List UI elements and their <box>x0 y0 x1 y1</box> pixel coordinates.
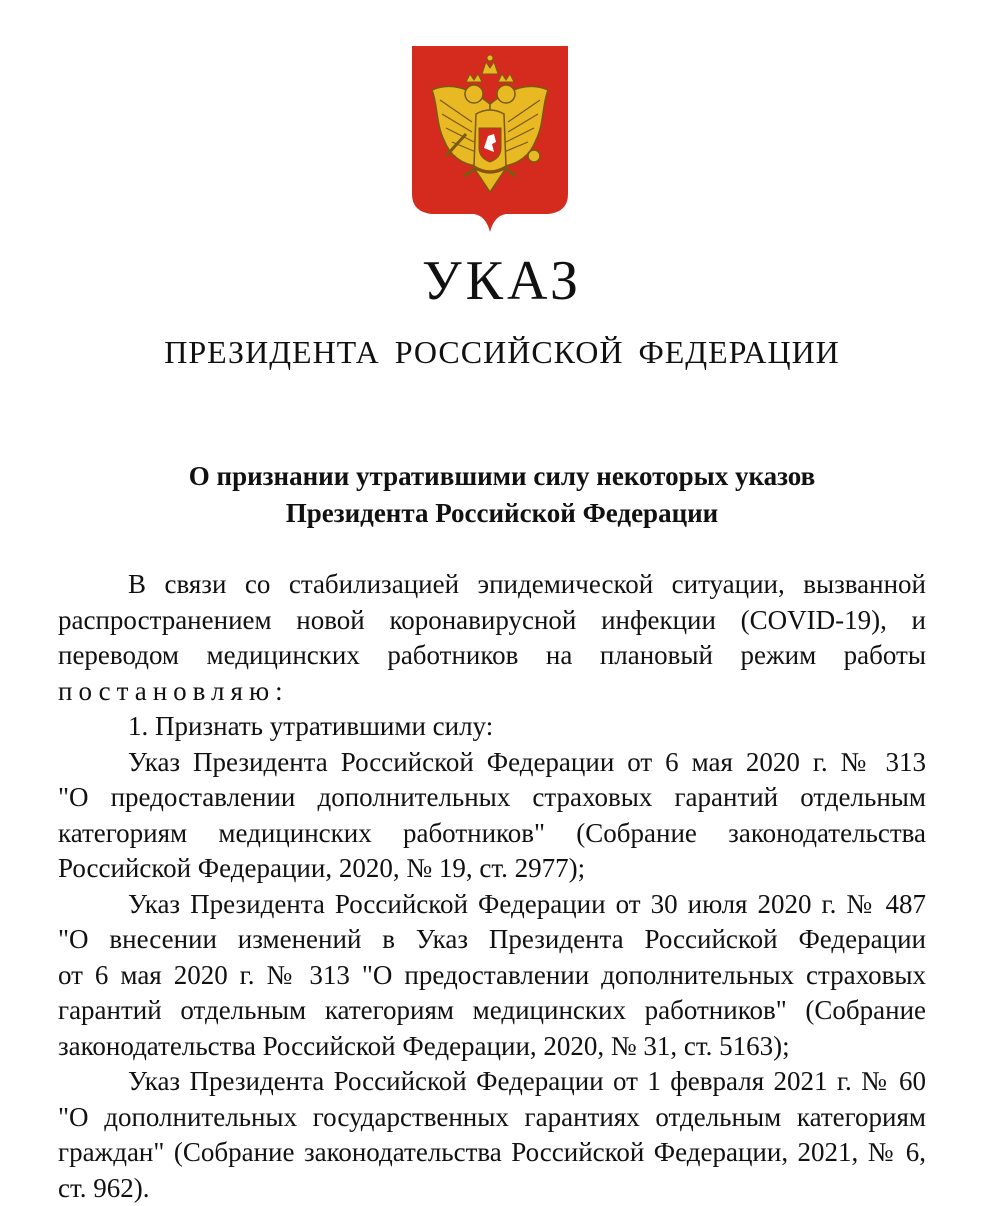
item-line: ст. 962). <box>58 1171 926 1206</box>
repealed-decree-item <box>58 745 926 887</box>
preamble-line: постановляю: <box>58 674 926 710</box>
document-heading <box>0 458 1004 532</box>
item-line: гарантий отдельным категориям медицинских работников" (Собрание <box>58 993 926 1029</box>
item-line: от 6 мая 2020 г. № 313 "О предоставлении дополнительных страховых <box>58 958 926 994</box>
item-line: Указ Президента Российской Федерации от 1 февраля 2021 г. № 60 <box>58 1064 926 1100</box>
item-line: Указ Президента Российской Федерации от 30 июля 2020 г. № 487 <box>58 887 926 923</box>
document-title: УКАЗ <box>0 246 1004 316</box>
coat-of-arms-icon <box>410 44 570 234</box>
repealed-decree-item <box>58 1064 926 1206</box>
heading-line: Президента Российской Федерации <box>0 495 1004 532</box>
preamble-line: переводом медицинских работников на плановый режим работы <box>58 638 926 674</box>
item-line: Указ Президента Российской Федерации от 6 мая 2020 г. № 313 <box>58 745 926 781</box>
preamble-line: В связи со стабилизацией эпидемической ситуации, вызванной <box>58 567 926 603</box>
preamble <box>58 567 926 709</box>
item-line: законодательства Российской Федерации, 2020, № 31, ст. 5163); <box>58 1029 926 1065</box>
item-line: "О предоставлении дополнительных страховых гарантий отдельным <box>58 780 926 816</box>
repealed-decree-item <box>58 887 926 1065</box>
clause-1: 1. Признать утратившими силу: <box>58 709 926 745</box>
item-line: граждан" (Собрание законодательства Российской Федерации, 2021, № 6, <box>58 1135 926 1171</box>
item-line: "О дополнительных государственных гарантиях отдельным категориям <box>58 1100 926 1136</box>
heading-line: О признании утратившими силу некоторых указов <box>0 458 1004 495</box>
preamble-line: распространением новой коронавирусной инфекции (COVID-19), и <box>58 603 926 639</box>
document-subtitle: ПРЕЗИДЕНТА РОССИЙСКОЙ ФЕДЕРАЦИИ <box>0 330 1004 374</box>
item-line: "О внесении изменений в Указ Президента Российской Федерации <box>58 922 926 958</box>
item-line: категориям медицинских работников" (Собрание законодательства <box>58 816 926 852</box>
item-line: Российской Федерации, 2020, № 19, ст. 2977); <box>58 851 926 887</box>
document-body <box>58 567 926 1206</box>
